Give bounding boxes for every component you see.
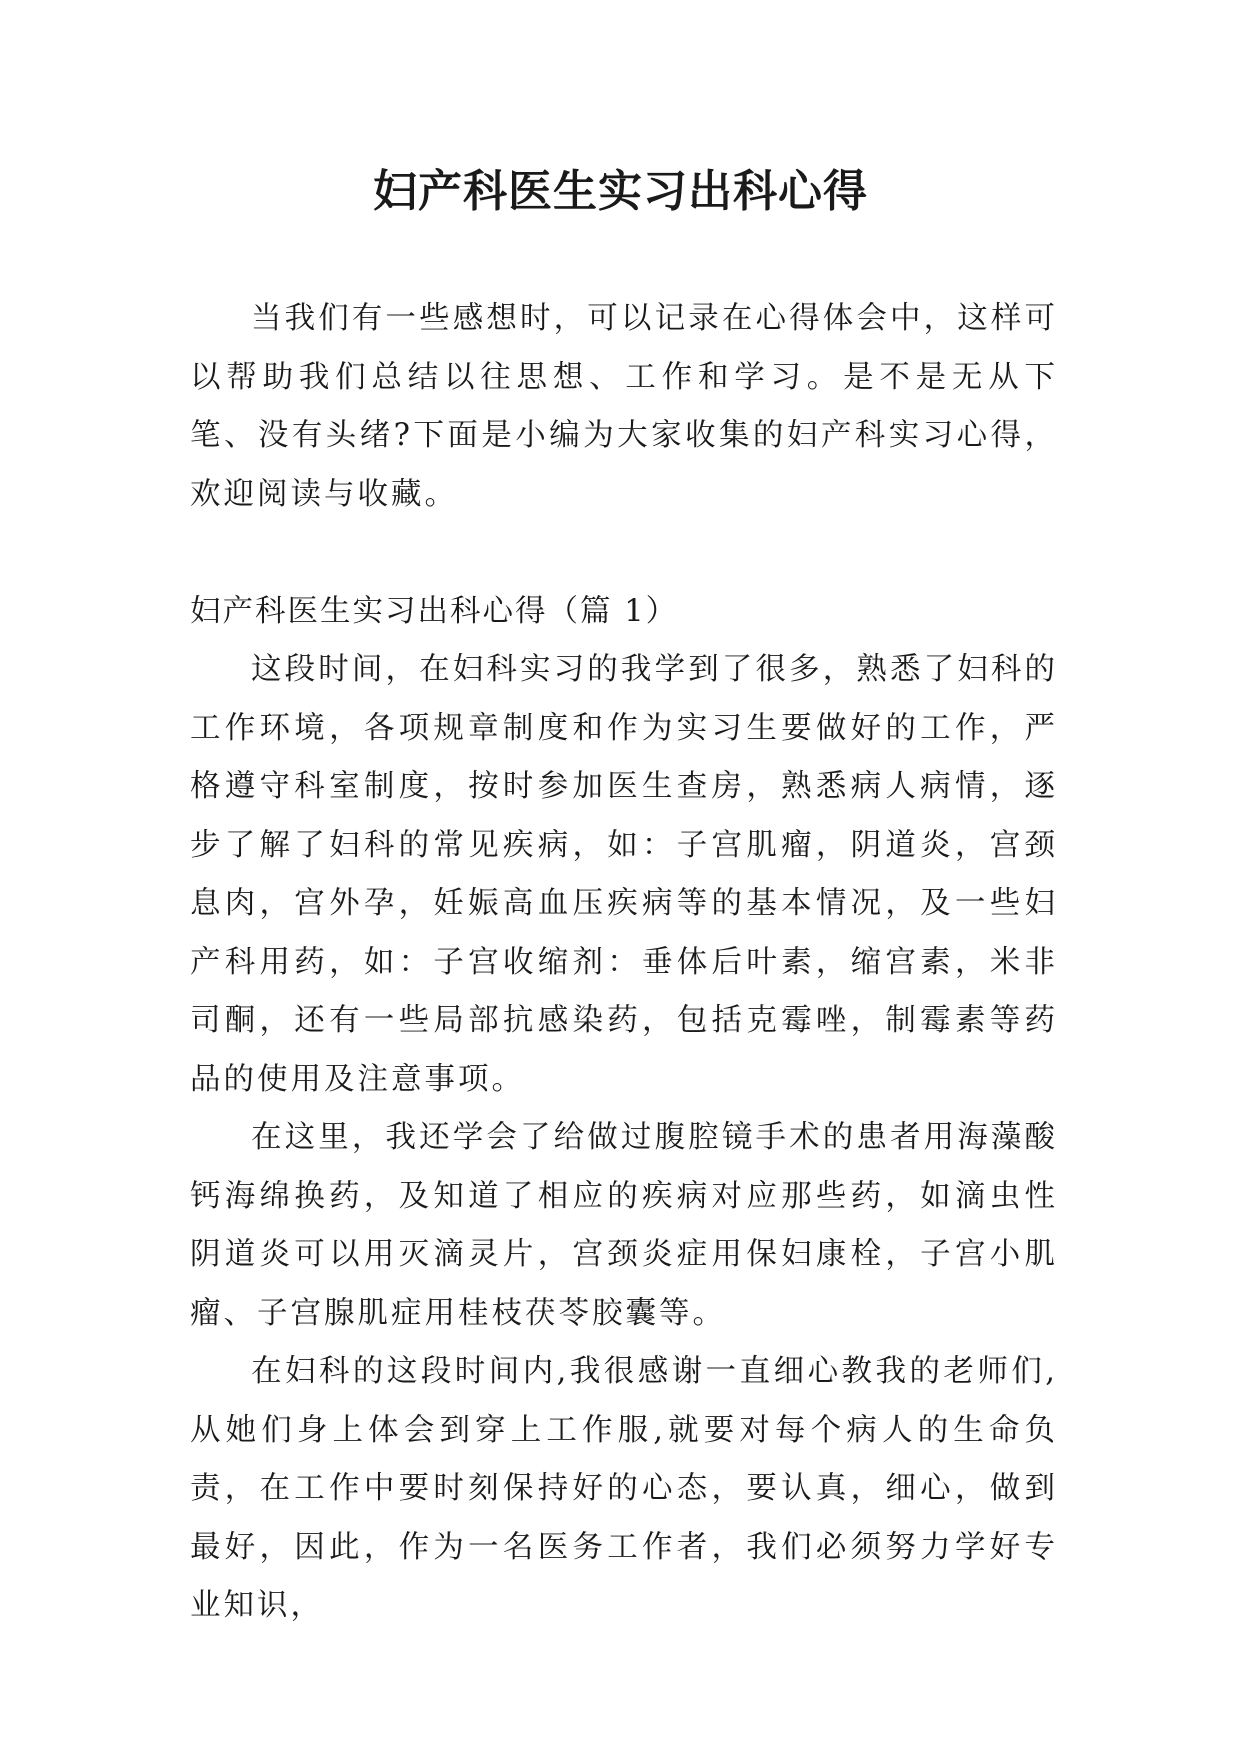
section-heading: 妇产科医生实习出科心得（篇 1） <box>190 593 679 629</box>
intro-paragraph: 当我们有一些感想时，可以记录在心得体会中，这样可以帮助我们总结以往思想、工作和学习。是不是无从下笔、没有头绪?下面是小编为大家收集的妇产科实习心得，欢迎阅读与收藏。 <box>190 301 1058 512</box>
body-paragraph-1: 这段时间，在妇科实习的我学到了很多，熟悉了妇科的工作环境，各项规章制度和作为实习生要做好的工作，严格遵守科室制度，按时参加医生查房，熟悉病人病情，逐步了解了妇科的常见疾病，如：子宫肌瘤，阴道炎，宫颈息肉，宫外孕，妊娠高血压疾病等的基本情况，及一些妇产科用药，如：子宫收缩剂：垂体后叶素，缩宫素，米非司酮，还有一些局部抗感染药，包括克霉唑，制霉素等药品的使用及注意事项。 <box>190 652 1058 1097</box>
paragraph-gap <box>190 524 1058 583</box>
document-body <box>190 290 1058 1636</box>
body-paragraph-3: 在妇科的这段时间内,我很感谢一直细心教我的老师们,从她们身上体会到穿上工作服,就要对每个病人的生命负责，在工作中要时刻保持好的心态，要认真，细心，做到最好，因此，作为一名医务工作者，我们必须努力学好专业知识， <box>190 1354 1058 1623</box>
body-paragraph-2: 在这里，我还学会了给做过腹腔镜手术的患者用海藻酸钙海绵换药，及知道了相应的疾病对应那些药，如滴虫性阴道炎可以用灭滴灵片，宫颈炎症用保妇康栓，子宫小肌瘤、子宫腺肌症用桂枝茯苓胶囊等。 <box>190 1120 1058 1331</box>
document-title: 妇产科医生实习出科心得 <box>373 166 868 217</box>
